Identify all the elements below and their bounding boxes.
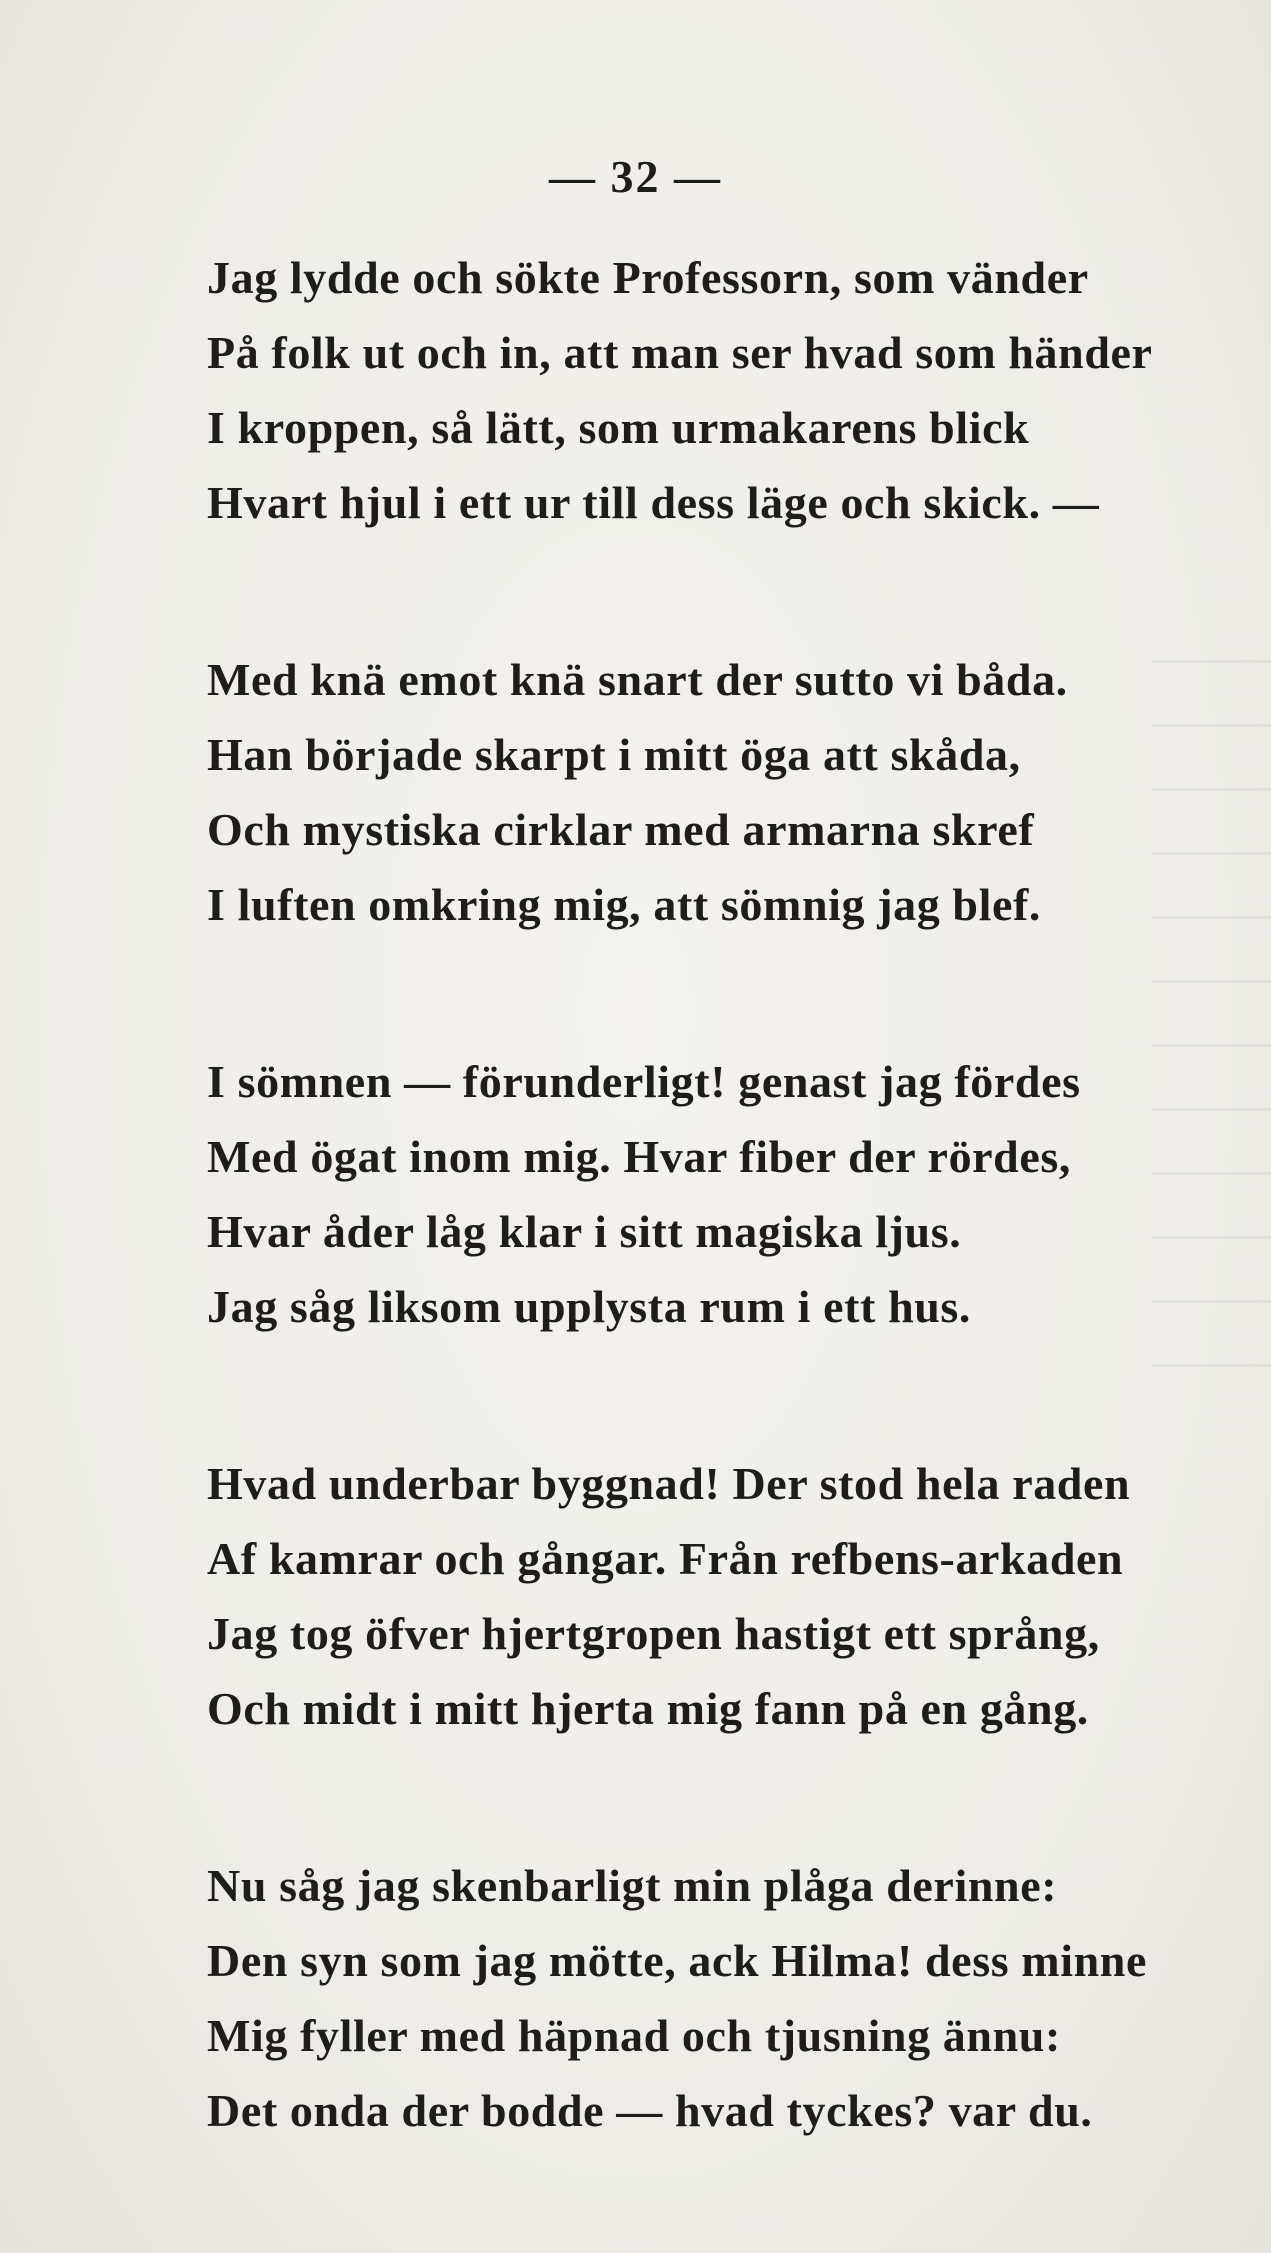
verse-line: Han började skarpt i mitt öga att skåda, [207,729,1021,780]
verse-line: Med knä emot knä snart der sutto vi båda. [207,654,1068,705]
stanza-5 [207,1848,1197,2148]
verse-line: I luften omkring mig, att sömnig jag blef. [207,879,1042,930]
verse-line: I sömnen — förunderligt! genast jag fördes [207,1056,1081,1107]
verse-line: Af kamrar och gångar. Från refbens-arkaden [207,1533,1124,1584]
verse-line: Jag lydde och sökte Professorn, som vänder [207,252,1089,303]
stanza-3 [207,1044,1197,1344]
verse-line: Hvad underbar byggnad! Der stod hela raden [207,1458,1131,1509]
verse-line: Och mystiska cirklar med armarna skref [207,804,1035,855]
verse-line: Jag såg liksom upplysta rum i ett hus. [207,1281,972,1332]
stanza-1 [207,240,1197,540]
verse-line: Den syn som jag mötte, ack Hilma! dess minne [207,1935,1147,1986]
verse-line: I kroppen, så lätt, som urmakarens blick [207,402,1030,453]
verse-line: Jag tog öfver hjertgropen hastigt ett språng, [207,1608,1100,1659]
stanza-4 [207,1446,1197,1746]
poem [207,240,1197,2250]
verse-line: Hvart hjul i ett ur till dess läge och skick. — [207,477,1100,528]
verse-line: Och midt i mitt hjerta mig fann på en gång. [207,1683,1089,1734]
verse-line: Nu såg jag skenbarligt min plåga derinne: [207,1860,1058,1911]
verse-line: På folk ut och in, att man ser hvad som händer [207,327,1153,378]
verse-line: Mig fyller med häpnad och tjusning ännu: [207,2010,1061,2061]
stanza-2 [207,642,1197,942]
verse-line: Det onda der bodde — hvad tyckes? var du. [207,2085,1093,2136]
verse-line: Med ögat inom mig. Hvar fiber der rördes, [207,1131,1071,1182]
page-number: — 32 — [549,151,722,202]
verse-line: Hvar åder låg klar i sitt magiska ljus. [207,1206,962,1257]
